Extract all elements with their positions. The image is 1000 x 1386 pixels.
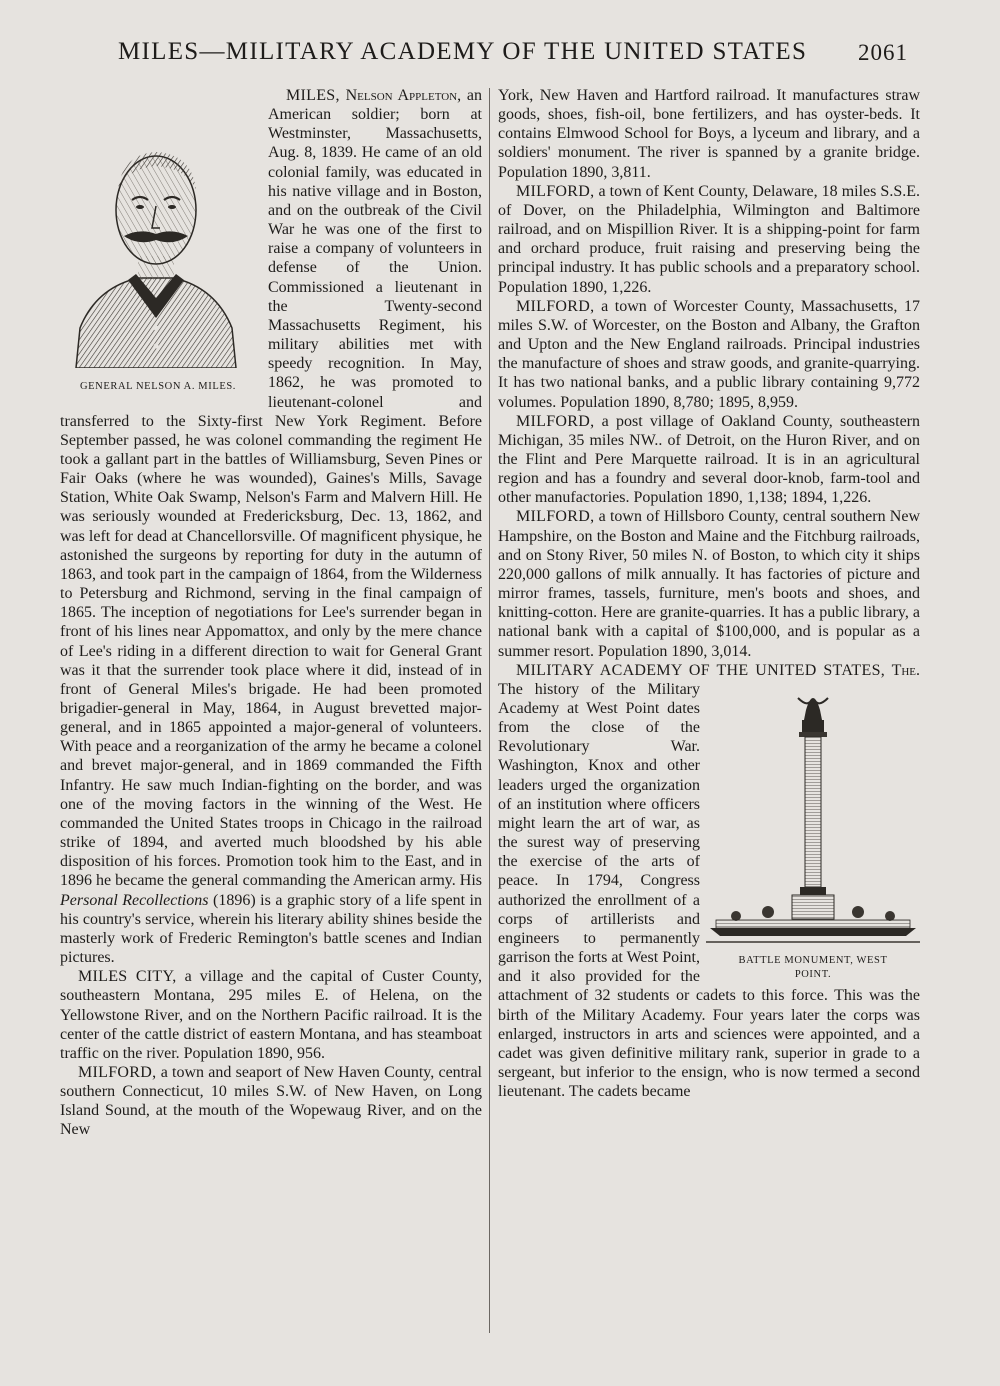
engraved-portrait-icon: [66, 128, 246, 368]
entry-text: The history of the Military Academy at West Point dates from the close of the Revolutionary War. Washington, Knox and other leaders urged the organization of an institution where officers might learn the art of war, as the surest way of preserving the exercise of the arts of peace. In 1794, Congress authorized the enrollment of a corps of artillerists and engineers to permanently garrison the forts at West Point, and it also provided for the attachment of 32 students or cadets to this force. This was the birth of the Military Academy. Four years later the corps was enlarged, instructors in arts and sciences were appointed, and a cadet was given definitive military rank, superior in grade to a sergeant, but inferior to the ensign, who is now termed a second lieutenant. The cadets became: [498, 680, 920, 1101]
entry-head: MILFORD,: [516, 412, 595, 430]
entry-milford-delaware: [498, 182, 920, 297]
entry-text: a post village of Oakland County, southeastern Michigan, 35 miles NW.. of Detroit, on the Huron River, and on the Flint and Pere Marquette railroad. It is in an agricultural region and has a foundry and several door-knob, farm-tool and other manufactories. Population 1890, 1,138; 1894, 1,226.: [498, 412, 921, 507]
book-title: Personal Recollections: [60, 891, 209, 909]
entry-head: MILES,: [286, 87, 340, 104]
monument-column-icon: [706, 680, 920, 948]
entry-head: MILFORD,: [516, 508, 595, 526]
monument-caption: [706, 954, 920, 982]
entry-military-academy: [498, 661, 920, 1102]
entry-text: a town of Kent County, Delaware, 18 miles S.S.E. of Dover, on the Philadelphia, Wilmington and Baltimore railroad, and on Mispillion River. It is a shipping-point for farm and orchard produce, fruit raising and preserving being the principal industry. It has public schools and a preparatory school. Population 1890, 1,226.: [498, 182, 921, 296]
entry-article: The.: [891, 661, 920, 679]
entry-milford-massachusetts: [498, 297, 920, 412]
entry-milford-new-hampshire: [498, 507, 920, 660]
running-title: MILES—MILITARY ACADEMY OF THE UNITED STATES: [118, 38, 808, 65]
entry-head: MILFORD,: [516, 182, 595, 200]
column-divider: [489, 88, 490, 1333]
right-column: [498, 86, 920, 1101]
entry-name: Nelson Appleton,: [345, 87, 462, 104]
entry-text: (1896) is a graphic story of a life spent in his country's service, wherein his literary ability shines beside the masterly work of Frederic Remington's battle scenes and Indian pictures.: [60, 891, 483, 967]
page-number: 2061: [858, 40, 908, 65]
entry-text: a village and the capital of Custer County, southeastern Montana, 295 miles E. of Helena, on the Yellowstone River, and on the Northern Pacific railroad. It is the center of the cattle district of eastern Montana, and has steamboat traffic on the river. Population 1890, 956.: [60, 968, 483, 1062]
entry-head: MILFORD,: [516, 297, 595, 315]
miles-portrait-figure: [54, 86, 262, 404]
entry-miles-city: [60, 967, 482, 1063]
entry-text: a town of Worcester County, Massachusetts, 17 miles S.W. of Worcester, on the Boston and Albany, the Grafton and Upton and the New England railroads. Principal industries the manufacture of shoes and straw goods, and granite-quarrying. It has two national banks, and a public library containing 9,772 volumes. Population 1890, 8,780; 1895, 8,959.: [498, 297, 920, 411]
entry-text: an American soldier; born at Westminster, Massachusetts, Aug. 8, 1839. He came of an old colonial family, was educated in his native village and in Boston, and on the outbreak of the Civil War he was one of the first to raise a company of volunteers in defense of the Union. Commissioned a lieutenant in the Twenty-second Massachusetts Regiment, his military abilities met with speedy recognition. In May, 1862, he was promoted to lieutenant-colonel and transferred to the Sixty-first New York Regiment. Before September passed, he was colonel commanding the regiment He took a gallant part in the battles of Williamsburg, Seven Pines or Fair Oaks (where he was wounded), Gaines's Mills, Savage Station, White Oak Swamp, Nelson's Farm and Malvern Hill. He was seriously wounded at Fredericksburg, Dec. 13, 1862, and was left for dead at Chancellorsville. Of magnificent physique, he astonished the surgeons by reporting for duty in the autumn of 1863, and took part in the campaign of 1864, from the Wilderness to Petersburg and Richmond, serving in the final campaign of 1865. The inception of negotiations for Lee's surrender began in front of his lines near Appomattox, and only by the mere chance of Lee's riding in a different direction to wait for General Grant was it that the surrender took place where it did, instead of in front of General Miles's brigade. He had been promoted brigadier-general in May, 1864, in August brevetted major-general, and in 1865 appointed a major-general of volunteers. With peace and a reorganization of the army he became a colonel and brevet major-general, and in 1869 commanded the Fifth Infantry. He saw much Indian-fighting on the border, and was one of the moving factors in the winning of the West. He commanded the United States troops in Chicago in the railroad strike of 1894, and averted much bloodshed by his able disposition of his forces. Promotion took him to the East, and in 1896 he became the general commanding the American army. His: [60, 87, 483, 890]
portrait-caption: GENERAL NELSON A. MILES.: [79, 380, 237, 392]
entry-text: a town and seaport of New Haven County, central southern Connecticut, 10 miles S.W. of New Haven, on Long Island Sound, at the mouth of the Wopewaug River, and on the New: [60, 1063, 483, 1139]
entry-milford-michigan: [498, 412, 920, 508]
entry-text: a town of Hillsboro County, central southern New Hampshire, on the Boston and Maine and the Fitchburg railroads, and on Stony River, 50 miles N. of Boston, to which city it ships 220,000 gallons of milk annually. It has factories of picture and mirror frames, tassels, furniture, men's boots and shoes, and knitting-cotton. Here are granite-quarries. It has a public library, a national bank with a capital of $100,000, and is popular as a summer resort. Population 1890, 3,014.: [498, 508, 921, 660]
entry-head: MILITARY ACADEMY OF THE UNITED STATES,: [516, 661, 886, 679]
monument-caption-line2: POINT.: [794, 968, 832, 980]
entry-head: MILFORD,: [78, 1063, 157, 1081]
left-column: [60, 86, 482, 1140]
monument-caption-line1: BATTLE MONUMENT, WEST: [738, 954, 888, 966]
entry-milford-connecticut: [60, 1063, 482, 1140]
battle-monument-figure: [706, 680, 920, 982]
entry-milford-connecticut-continued: [498, 86, 920, 182]
entry-text: York, New Haven and Hartford railroad. It manufactures straw goods, shoes, fish-oil, bone fertilizers, and has oyster-beds. It contains Elmwood School for Boys, a lyceum and library, and a soldiers' monument. The river is spanned by a granite bridge. Population 1890, 3,811.: [498, 87, 920, 181]
entry-head: MILES CITY,: [78, 968, 177, 986]
